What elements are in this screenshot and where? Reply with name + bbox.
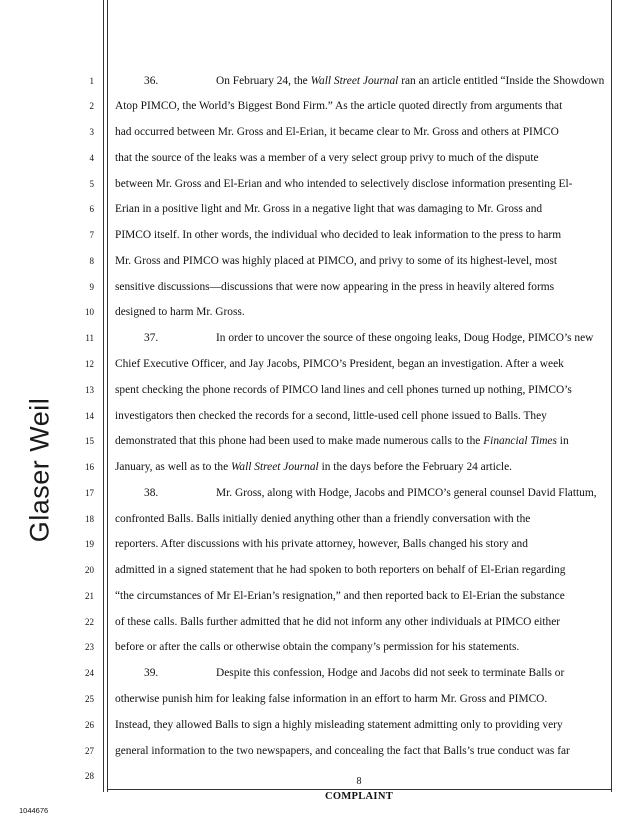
line-number: 8 <box>89 255 94 266</box>
text-line <box>115 254 605 268</box>
line-number: 20 <box>85 565 94 576</box>
line-number: 2 <box>89 101 94 112</box>
left-margin-rule-outer <box>103 0 104 792</box>
text-span: that the source of the leaks was a member of a very select group privy to much of the dispute <box>115 151 539 164</box>
text-span: of these calls. Balls further admitted that he did not inform any other individuals at PIMCO either <box>115 615 561 628</box>
text-span: admitted in a signed statement that he had spoken to both reporters on behalf of El-Erian regarding <box>115 564 566 577</box>
firm-logo-text: Glaser Weil <box>24 397 55 543</box>
document-id: 1044676 <box>19 806 49 815</box>
line-number: 22 <box>85 616 94 627</box>
text-span: Despite this confession, Hodge and Jacobs did not seek to terminate Balls or <box>216 667 565 680</box>
line-number: 19 <box>85 539 94 550</box>
text-span: had occurred between Mr. Gross and El-Erian, it became clear to Mr. Gross and others at PIMCO <box>115 126 559 139</box>
line-number: 6 <box>89 204 94 215</box>
text-line <box>115 228 605 242</box>
footer-rule <box>107 789 611 790</box>
text-line <box>115 537 605 551</box>
line-number: 13 <box>85 384 94 395</box>
text-span: ran an article entitled “Inside the Showdown <box>398 74 605 87</box>
text-span: before or after the calls or otherwise obtain the company’s permission for his statements. <box>115 641 520 654</box>
line-number: 28 <box>85 771 94 782</box>
line-number: 14 <box>85 410 94 421</box>
text-span: sensitive discussions—discussions that were now appearing in the press in heavily altered forms <box>115 280 555 293</box>
italic-title: Wall Street Journal <box>230 461 319 474</box>
text-line <box>115 99 605 113</box>
line-number: 27 <box>85 745 94 756</box>
text-span: demonstrated that this phone had been used to make made numerous calls to the <box>115 435 484 448</box>
line-number: 4 <box>89 152 94 163</box>
line-number: 5 <box>89 178 94 189</box>
line-number: 12 <box>85 358 94 369</box>
text-line <box>115 718 605 732</box>
paragraph-number: 39. <box>144 667 159 680</box>
paragraph-number: 38. <box>144 486 159 499</box>
text-line <box>115 357 605 371</box>
italic-title: Wall Street Journal <box>310 74 399 87</box>
text-line <box>115 744 605 758</box>
line-number: 26 <box>85 719 94 730</box>
text-span: PIMCO itself. In other words, the individual who decided to leak information to the press to harm <box>115 229 562 242</box>
line-number: 10 <box>85 307 94 318</box>
text-span: otherwise punish him for leaking false information in an effort to harm Mr. Gross and PIMCO. <box>115 692 548 705</box>
paragraph-number: 37. <box>144 332 159 345</box>
text-line <box>115 280 605 294</box>
text-line <box>115 74 605 88</box>
line-number: 15 <box>85 436 94 447</box>
text-span: Atop PIMCO, the World’s Biggest Bond Firm.” As the article quoted directly from arguments that <box>115 100 563 113</box>
line-number: 11 <box>85 333 94 344</box>
line-number: 3 <box>89 127 94 138</box>
line-number: 7 <box>89 230 94 241</box>
document-title-footer: COMPLAINT <box>324 791 394 802</box>
text-line <box>115 460 605 474</box>
text-span: general information to the two newspapers, and concealing the fact that Balls’s true conduct was far <box>115 744 570 757</box>
page-number: 8 <box>356 776 362 787</box>
text-line <box>115 434 605 448</box>
text-line <box>115 640 605 654</box>
text-span: designed to harm Mr. Gross. <box>115 306 245 319</box>
text-line <box>115 666 605 680</box>
text-span: spent checking the phone records of PIMCO land lines and cell phones turned up nothing, PIMCO’s <box>115 383 572 396</box>
left-margin-rule-inner <box>107 0 108 792</box>
line-number: 9 <box>89 281 94 292</box>
text-line <box>115 486 605 500</box>
text-span: Erian in a positive light and Mr. Gross in a negative light that was damaging to Mr. Gross and <box>115 203 543 216</box>
text-span: Instead, they allowed Balls to sign a highly misleading statement admitting only to providing very <box>115 718 563 731</box>
text-span: January, as well as to the <box>115 461 231 474</box>
paragraph-number: 36. <box>144 74 159 87</box>
text-line <box>115 151 605 165</box>
text-line <box>115 563 605 577</box>
text-line <box>115 177 605 191</box>
text-line <box>115 305 605 319</box>
text-line <box>115 383 605 397</box>
text-line <box>115 125 605 139</box>
italic-title: Financial Times <box>483 435 557 448</box>
text-line <box>115 692 605 706</box>
line-number: 1 <box>89 75 94 86</box>
text-span: Mr. Gross and PIMCO was highly placed at PIMCO, and privy to some of its highest-level, most <box>115 254 557 267</box>
text-span: in <box>556 435 569 448</box>
line-number: 24 <box>85 668 94 679</box>
text-span: confronted Balls. Balls initially denied anything other than a friendly conversation with the <box>115 512 531 525</box>
text-span: “the circumstances of Mr El-Erian’s resignation,” and then reported back to El-Erian the substance <box>115 589 565 602</box>
text-span: in the days before the February 24 article. <box>318 461 512 474</box>
text-span: between Mr. Gross and El-Erian and who intended to selectively disclose information presenting El- <box>115 177 573 190</box>
text-span: investigators then checked the records for a second, little-used cell phone issued to Balls. They <box>115 409 547 422</box>
text-span: Mr. Gross, along with Hodge, Jacobs and PIMCO’s general counsel David Flattum, <box>216 486 597 499</box>
text-line <box>115 331 605 345</box>
right-margin-rule <box>611 0 612 792</box>
text-line <box>115 512 605 526</box>
text-span: On February 24, the <box>216 74 311 87</box>
line-number: 25 <box>85 693 94 704</box>
text-span: reporters. After discussions with his private attorney, however, Balls changed his story and <box>115 538 528 551</box>
text-span: Chief Executive Officer, and Jay Jacobs, PIMCO’s President, began an investigation. After a week <box>115 357 564 370</box>
firm-logo <box>20 355 60 585</box>
text-line <box>115 202 605 216</box>
text-span: In order to uncover the source of these ongoing leaks, Doug Hodge, PIMCO’s new <box>216 332 594 345</box>
text-line <box>115 589 605 603</box>
line-number: 16 <box>85 462 94 473</box>
line-number: 23 <box>85 642 94 653</box>
text-line <box>115 615 605 629</box>
text-line <box>115 409 605 423</box>
line-number: 21 <box>85 590 94 601</box>
line-number: 18 <box>85 513 94 524</box>
line-number: 17 <box>85 487 94 498</box>
